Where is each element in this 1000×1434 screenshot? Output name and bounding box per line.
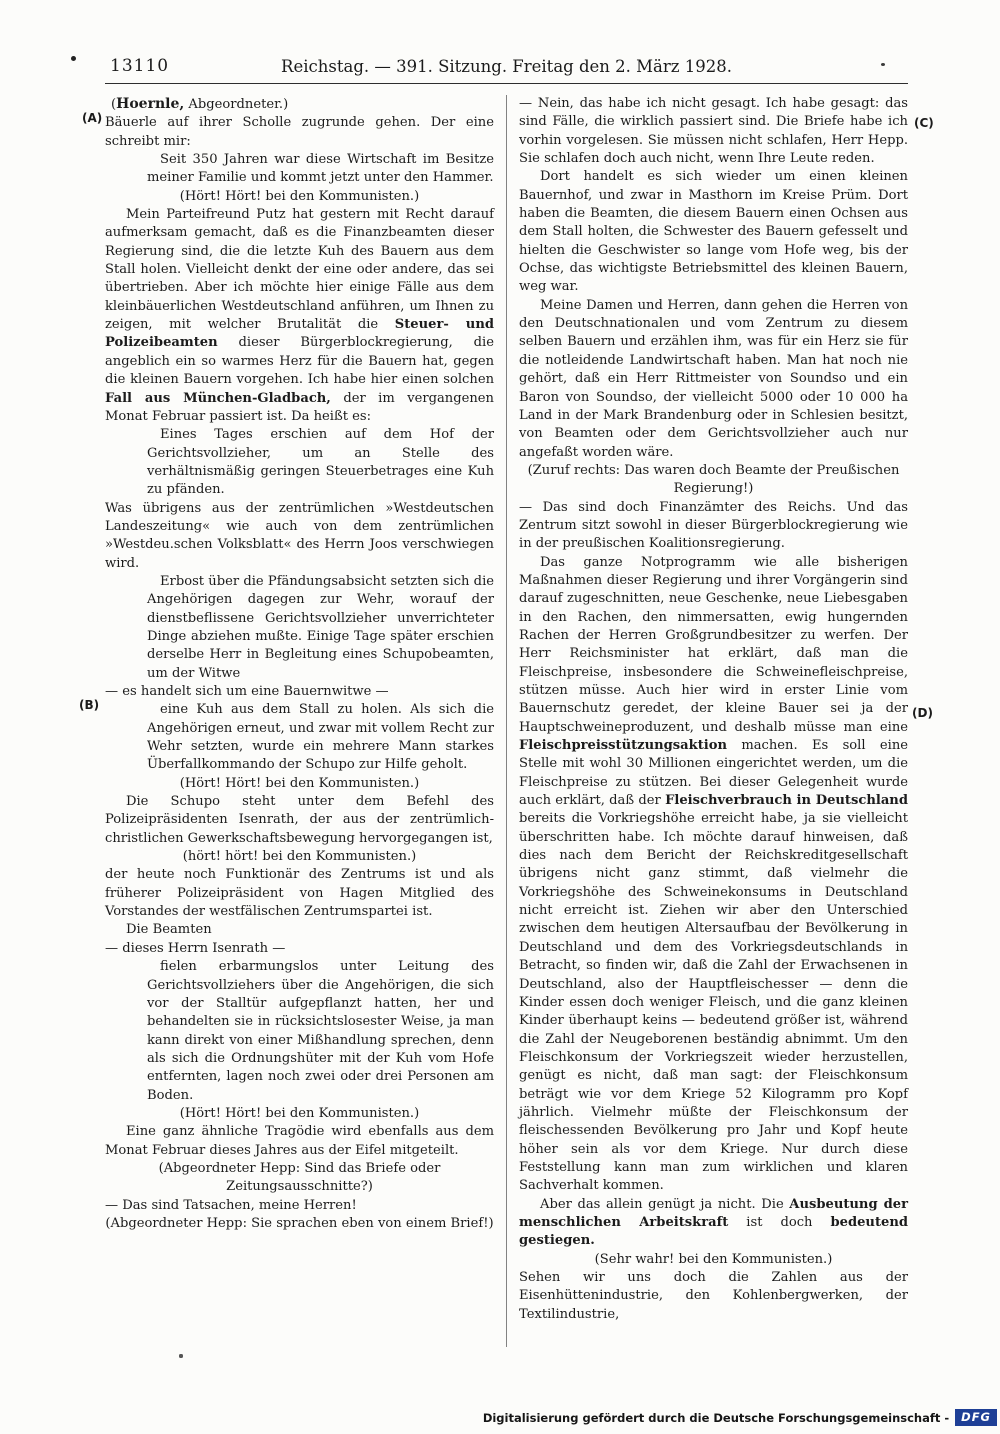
text-block: (hört! hört! bei den Kommunisten.) xyxy=(182,849,417,865)
margin-marker-d: (D) xyxy=(912,706,933,720)
text-block: — Nein, das habe ich nicht gesagt. Ich habe gesagt: das sind Fälle, die wirklich passiert sind. Die Briefe habe ich vorhin vorgelesen. Sie müssen nicht schlafen, Herr Hepp. Sie schlafen doch auch nicht, wenn Ihre Leute reden. xyxy=(519,96,908,167)
margin-marker-a: (A) xyxy=(82,111,103,125)
page-header xyxy=(105,56,908,82)
header-rule xyxy=(105,83,908,84)
text-block: — es handelt sich um eine Bauernwitwe — xyxy=(105,684,389,699)
scan-speck xyxy=(881,63,885,66)
text-block: Die Beamten xyxy=(126,922,212,938)
margin-marker-b: (B) xyxy=(79,698,100,712)
text-block: Sehen wir uns doch die Zahlen aus der Eisenhüttenindustrie, den Kohlenbergwerken, der Textilindustrie, xyxy=(519,1270,908,1322)
text-block: Mein Parteifreund Putz hat gestern mit Recht darauf aufmerksam gemacht, daß es die Finanzbeamten dieser Regierung sind, die die letzte Kuh des Bauern aus dem Stall holen. Vielleicht denkt der eine oder andere, das sei übertrieben. Aber ich möchte hier einige Fälle aus dem kleinbäuerlichen Westdeutschland anführen, um Ihnen zu zeigen, mit welcher Brutalität die Steuer- und Polizeibeamten dieser Bürgerblockregierung, die angeblich ein so warmes Herz für die Bauern hat, gegen die kleinen Bauern vorgehen. Ich habe hier einen solchen Fall aus München-Gladbach, der im vergangenen Monat Februar passiert ist. Da heißt es: xyxy=(105,207,494,424)
text-block: Aber das allein genügt ja nicht. Die Ausbeutung der menschlichen Arbeitskraft ist doch bedeutend gestiegen. xyxy=(519,1196,908,1249)
text-block: Das ganze Notprogramm wie alle bisherigen Maßnahmen dieser Regierung und ihrer Vorgängerin sind darauf zugeschnitten, neue Geschenke, neue Liebesgaben in den Rachen, den nimmersatten, ewig hungernden Rachen der Herren Großgrundbesitzer zu werfen. Der Herr Reichsminister hat erklärt, daß man die Fleischpreise, insbesondere die Schweinefleischpreise, stützen müsse. Auch hier wird in erster Linie vom Bauernschutz geredet, der kleine Bauer sei ja der Hauptschweineproduzent, und deshalb müsse man eine Fleischpreisstützungsaktion machen. Es soll eine Stelle mit wohl 30 Millionen eingerichtet werden, um die Fleischpreise zu stützen. Bei dieser Gelegenheit wurde auch erklärt, daß der Fleischverbrauch in Deutschland bereits die Vorkriegshöhe erreicht habe, ja sie vielleicht überschritten habe. Ich möchte darauf hinweisen, daß dies nach dem Bericht der Reichskreditgesellschaft übrigens nicht ganz stimmt, daß vielmehr die Vorkriegshöhe des Schweinekonsums in Deutschland nicht erreicht ist. Ziehen wir aber den Unterschied zwischen dem heutigen Altersaufbau der Bevölkerung in Deutschland und dem des Vorkriegsdeutschlands in Betracht, so finden wir, daß die Zahl der Erwachsenen in Deutschland, also der Hauptfleischesser — denn die Kinder essen doch weniger Fleisch, und die ganz kleinen Kinder überhaupt keins — bedeutend größer ist, während die Zahl der Neugeborenen beständig abnimmt. Um den Fleischkonsum der Vorkriegszeit wieder herzustellen, genügt es nicht, daß man sagt: der Fleischkonsum beträgt wie vor dem Kriege 52 Kilogramm pro Kopf jährlich. Vielmehr müßte der Fleischkonsum der fleischessenden Bevölkerung pro Jahr und Kopf heute höher sein als vor dem Kriege. Nur durch diese Feststellung kann man zum wirklichen und klaren Sachverhalt kommen. xyxy=(519,554,908,1194)
left-column xyxy=(105,95,494,1324)
text-block: (Hört! Hört! bei den Kommunisten.) xyxy=(179,775,420,791)
dfg-logo: DFG xyxy=(955,1409,997,1426)
text-block: eine Kuh aus dem Stall zu holen. Als sich die Angehörigen erneut, und zwar mit vollem Recht zur Wehr setzten, wurde ein mehrere Mann starkes Überfallkommando der Schupo zur Hilfe geholt. xyxy=(147,702,494,773)
scan-speck xyxy=(71,56,76,61)
text-block: der heute noch Funktionär des Zentrums ist und als früherer Polizeipräsident von Hagen Mitglied des Vorstandes der westfälischen Zentrumspartei ist. xyxy=(105,867,494,920)
text-block: (Sehr wahr! bei den Kommunisten.) xyxy=(594,1251,833,1267)
text-block: (Abgeordneter Hepp: Sind das Briefe oder Zeitungsausschnitte?) xyxy=(158,1160,441,1195)
text-block: — dieses Herrn Isenrath — xyxy=(105,940,286,956)
text-block: (Hört! Hört! bei den Kommunisten.) xyxy=(179,188,420,204)
digitization-footer xyxy=(483,1409,997,1426)
header-title: Reichstag. — 391. Sitzung. Freitag den 2. März 1928. xyxy=(281,57,732,76)
text-block: Bäuerle auf ihrer Scholle zugrunde gehen. Der eine schreibt mir: xyxy=(105,115,494,149)
text-block: Eine ganz ähnliche Tragödie wird ebenfalls aus dem Monat Februar dieses Jahres aus der Eifel mitgeteilt. xyxy=(105,1124,494,1158)
text-block: (Hört! Hört! bei den Kommunisten.) xyxy=(179,1105,420,1121)
text-block: Was übrigens aus der zentrümlichen »Westdeutschen Landeszeitung« wie auch von dem zentrümlichen »Westdeu.schen Volksblatt« des Herrn Joos verschwiegen wird. xyxy=(105,500,494,571)
scan-speck xyxy=(179,1354,183,1358)
text-block: — Das sind Tatsachen, meine Herren! xyxy=(105,1197,357,1213)
text-block: Seit 350 Jahren war diese Wirtschaft im Besitze meiner Familie und kommt jetzt unter den Hammer. xyxy=(147,152,494,186)
text-block: fielen erbarmungslos unter Leitung des Gerichtsvollziehers über die Angehörigen, die sich vor der Stalltür aufgepflanzt hatten, her und behandelten sie in rücksichtslosester Weise, ja man kann direkt von einer Mißhandlung sprechen, denn als sich die Ordnungshüter mit der Kuh vom Hofe entfernten, lagen noch zwei oder drei Personen am Boden. xyxy=(147,959,494,1103)
text-block: Dort handelt es sich wieder um einen kleinen Bauernhof, und zwar in Masthorn im Kreise Prüm. Dort haben die Beamten, die diesem Bauern einen Ochsen aus dem Stall holten, die Schwester des Bauern gefesselt und hielten die Geschwister so lange vom Hofe weg, bis der Ochse, das wichtigste Betriebsmittel des kleinen Bauern, weg war. xyxy=(519,169,908,295)
digitization-credit: Digitalisierung gefördert durch die Deutsche Forschungsgemeinschaft - xyxy=(482,1410,950,1425)
text-block: — Das sind doch Finanzämter des Reichs. Und das Zentrum sitzt sowohl in dieser Bürgerblockregierung wie in der preußischen Koalitionsregierung. xyxy=(519,499,908,552)
page-number: 13110 xyxy=(110,56,170,76)
margin-marker-c: (C) xyxy=(914,116,934,130)
text-block: Meine Damen und Herren, dann gehen die Herren von den Deutschnationalen und vom Zentrum zu diesem selben Bauern und erzählen ihm, was für ein Herz sie für die notleidende Landwirtschaft haben. Man hat noch nie gehört, daß ein Herr Rittmeister von Soundso und ein Baron von Soundso, der vielleicht 5000 oder 10 000 ha Land in der Mark Brandenburg oder in Schlesien besitzt, von Beamten oder dem Gerichtsvollzieher auch nur angefaßt worden wäre. xyxy=(519,297,908,460)
text-block: Eines Tages erschien auf dem Hof der Gerichtsvollzieher, um an Stelle des verhältnismäßig geringen Steuerbetrages eine Kuh zu pfänden. xyxy=(147,427,494,498)
right-column xyxy=(519,95,908,1324)
text-columns xyxy=(105,95,908,1324)
text-block: (Zuruf rechts: Das waren doch Beamte der Preußischen Regierung!) xyxy=(527,462,900,497)
text-block: (Abgeordneter Hepp: Sie sprachen eben von einem Brief!) xyxy=(105,1215,494,1231)
speaker-line: (Hoernle, Abgeordneter.) xyxy=(111,96,289,112)
text-block: Die Schupo steht unter dem Befehl des Polizeipräsidenten Isenrath, der aus der zentrümlich-christlichen Gewerkschaftsbewegung hervorgegangen ist, xyxy=(105,794,494,846)
text-block: Erbost über die Pfändungsabsicht setzten sich die Angehörigen dagegen zur Wehr, worauf der dienstbeflissene Gerichtsvollzieher unverrichteter Dinge abziehen mußte. Einige Tage später erschien derselbe Herr in Begleitung eines Schupobeamten, um der Witwe xyxy=(147,573,494,681)
